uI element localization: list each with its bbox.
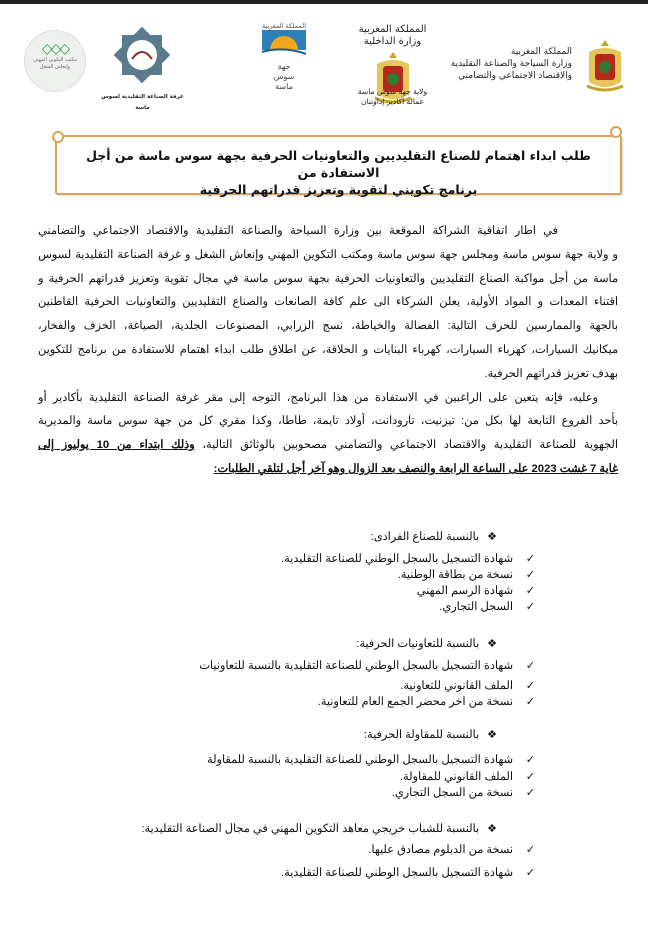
kingdom-label: المملكة المغربية — [358, 24, 427, 35]
checkmark-icon: ✓ — [525, 585, 535, 597]
paragraph-line: بهدف تعزيز قدراتهم الحرفية. — [484, 367, 618, 380]
list-item — [281, 552, 535, 565]
list-item — [439, 600, 535, 613]
list-item — [400, 679, 535, 692]
list-item — [417, 584, 535, 597]
paragraph-line: في اطار اتفاقية الشراكة الموقعة بين وزارة السياحة والصناعة التقليدية والاقتصاد الاجتماعي والتضامني — [38, 225, 558, 237]
prefecture-label: عمالة أكادير إداوتنان — [361, 97, 424, 106]
list-item — [392, 786, 535, 799]
diamond-bullet-icon: ❖ — [487, 638, 497, 650]
list-item — [207, 753, 535, 766]
region-logo-line: جهة — [277, 62, 291, 71]
scroll-curl-decoration — [610, 126, 622, 138]
paragraph-line: ميكانيك السيارات، كهرباء السيارات، كهرباء البنايات و الحلاقة، عن اطلاق طلب ابداء اهتمام للاستفادة من برنامج للتكوين — [38, 343, 618, 356]
title-line-2: برنامج تكويني لتقوية وتعزيز قدراتهم الحرفية — [199, 182, 478, 197]
list-item-text: نسخة من السجل التجاري. — [391, 787, 513, 799]
region-logo-kingdom: المملكة المغربية — [261, 22, 307, 30]
documents-text: الجهوية للصناعة التقليدية والاقتصاد الاجتماعي والتضامني مصحوبين بالوثائق التالية، — [194, 439, 618, 452]
deadline-end-text: غاية 7 غشت 2023 على الساعة الرابعة والنصف بعد الزوال وهو آخر أجل لتلقي الطلبات: — [213, 462, 618, 475]
list-item-text: الملف القانوني للتعاونية. — [400, 680, 513, 692]
paragraph-line: و ولاية جهة سوس ماسة ومجلس جهة سوس ماسة ومكتب التكوين المهني وإنعاش الشغل و غرفة الصناعة التقليدية لسوس — [38, 248, 618, 261]
paragraph-line: ماسة من أجل مواكبة الصناع التقليديين والتعاونيات الحرفية بجهة سوس ماسة في مجال تقوية وتعزيز قدراتهم الحرفية و — [38, 272, 618, 285]
list-item — [199, 659, 535, 672]
diamond-bullet-icon: ❖ — [487, 823, 497, 835]
checkmark-icon: ✓ — [525, 569, 535, 581]
checkmark-icon: ✓ — [525, 601, 535, 613]
morocco-emblem-icon — [583, 38, 627, 98]
diamond-bullet-icon: ❖ — [487, 531, 497, 543]
checkmark-icon: ✓ — [525, 680, 535, 692]
list-item — [318, 695, 535, 708]
checkmark-icon: ✓ — [525, 787, 535, 799]
requirements-lists — [60, 0, 535, 931]
section-heading-text: بالنسبة للشباب خريجي معاهد التكوين المهني في مجال الصناعة التقليدية: — [141, 823, 480, 835]
section-heading — [141, 822, 497, 835]
paragraph-line: اقتناء المعدات و المواد الأولية، يعلن الشركاء الى علم كافة الصانعات والصناع التقليديين والتعاونيات الحرفية القاطنين — [38, 296, 618, 309]
checkmark-icon: ✓ — [525, 660, 535, 672]
section-heading-text: بالنسبة للصناع الفرادى: — [370, 531, 480, 543]
checkmark-icon: ✓ — [525, 771, 535, 783]
chamber-logo-text: غرفة الصناعة التقليدية لسوس ماسة — [101, 94, 184, 111]
checkmark-icon: ✓ — [525, 754, 535, 766]
list-item-text: نسخة من اخر محضر الجمع العام للتعاونية. — [317, 696, 513, 708]
checkmark-icon: ✓ — [525, 867, 535, 879]
checkmark-icon: ✓ — [525, 696, 535, 708]
list-item-text: الملف القانوني للمقاولة. — [399, 771, 513, 783]
ministry-label-2: والاقتصاد الاجتماعي والتضامني — [458, 71, 572, 81]
ofppt-text: وإنعاش الشغل — [39, 64, 71, 70]
ofppt-diamonds-icon: ◇◇◇ — [41, 41, 69, 57]
paragraph-line: وعليه، فإنه يتعين على الراغبين في الاستفادة من هذا البرنامج، التوجه إلى مقر غرفة الصناعة التقليدية بأكادير أو — [38, 391, 598, 404]
list-item-text: شهادة التسجيل بالسجل الوطني للصناعة التقليدية بالنسبة للمقاولة — [207, 754, 513, 766]
kingdom-label: المملكة المغربية — [510, 47, 572, 57]
list-item-text: نسخة من بطاقة الوطنية. — [397, 569, 513, 581]
ofppt-text: مكتب التكوين المهني — [33, 57, 77, 63]
section-heading — [371, 530, 497, 543]
region-logo-line: ماسة — [275, 82, 293, 91]
section-heading-text: بالنسبة للتعاونيات الحرفية: — [356, 638, 480, 650]
section-heading — [356, 637, 497, 650]
list-item — [281, 866, 535, 879]
list-item — [398, 568, 535, 581]
ministry-label: وزارة السياحة والصناعة التقليدية — [450, 59, 572, 69]
list-item — [400, 770, 535, 783]
list-item-text: شهادة الرسم المهني — [416, 585, 513, 597]
interior-label: وزارة الداخلية — [363, 36, 422, 47]
wilaya-label: ولاية جهة سوس ماسة — [357, 87, 428, 96]
list-item-text: شهادة التسجيل بالسجل الوطني للصناعة التقليدية. — [280, 867, 513, 879]
paragraph-line: بأحد الفروع التابعة لها بكل من: تيزنيت، تارودانت، أولاد تايمة، طاطا، وكذا مقري كل من جهة سوس ماسة والمديرية — [38, 415, 618, 428]
list-item-text: شهادة التسجيل بالسجل الوطني للصناعة التقليدية. — [280, 553, 513, 565]
deadline-start-text: وذلك ابتداء من 10 يوليوز إلى — [38, 439, 195, 452]
checkmark-icon: ✓ — [525, 553, 535, 565]
section-heading — [364, 728, 497, 741]
diamond-bullet-icon: ❖ — [487, 729, 497, 741]
list-item-text: شهادة التسجيل بالسجل الوطني للصناعة التقليدية بالنسبة للتعاونيات — [199, 660, 513, 672]
title-line-1: طلب ابداء اهتمام للصناع التقليديين والتعاونيات الحرفية بجهة سوس ماسة من أجل الاستفادة من — [86, 148, 591, 180]
checkmark-icon: ✓ — [525, 844, 535, 856]
list-item — [368, 843, 535, 856]
section-heading-text: بالنسبة للمقاولة الحرفية: — [363, 729, 480, 741]
paragraph-line: بالجهة والممارسين للحرف التالية: الفصالة والخياطة، نسج الزرابي، المصنوعات الجلدية، الصياغة، الخزف والفخار، — [38, 320, 618, 333]
list-item-text: نسخة من الدبلوم مصادق عليها. — [368, 844, 513, 856]
region-logo-line: سوس — [273, 72, 295, 81]
list-item-text: السجل التجاري. — [439, 601, 513, 613]
